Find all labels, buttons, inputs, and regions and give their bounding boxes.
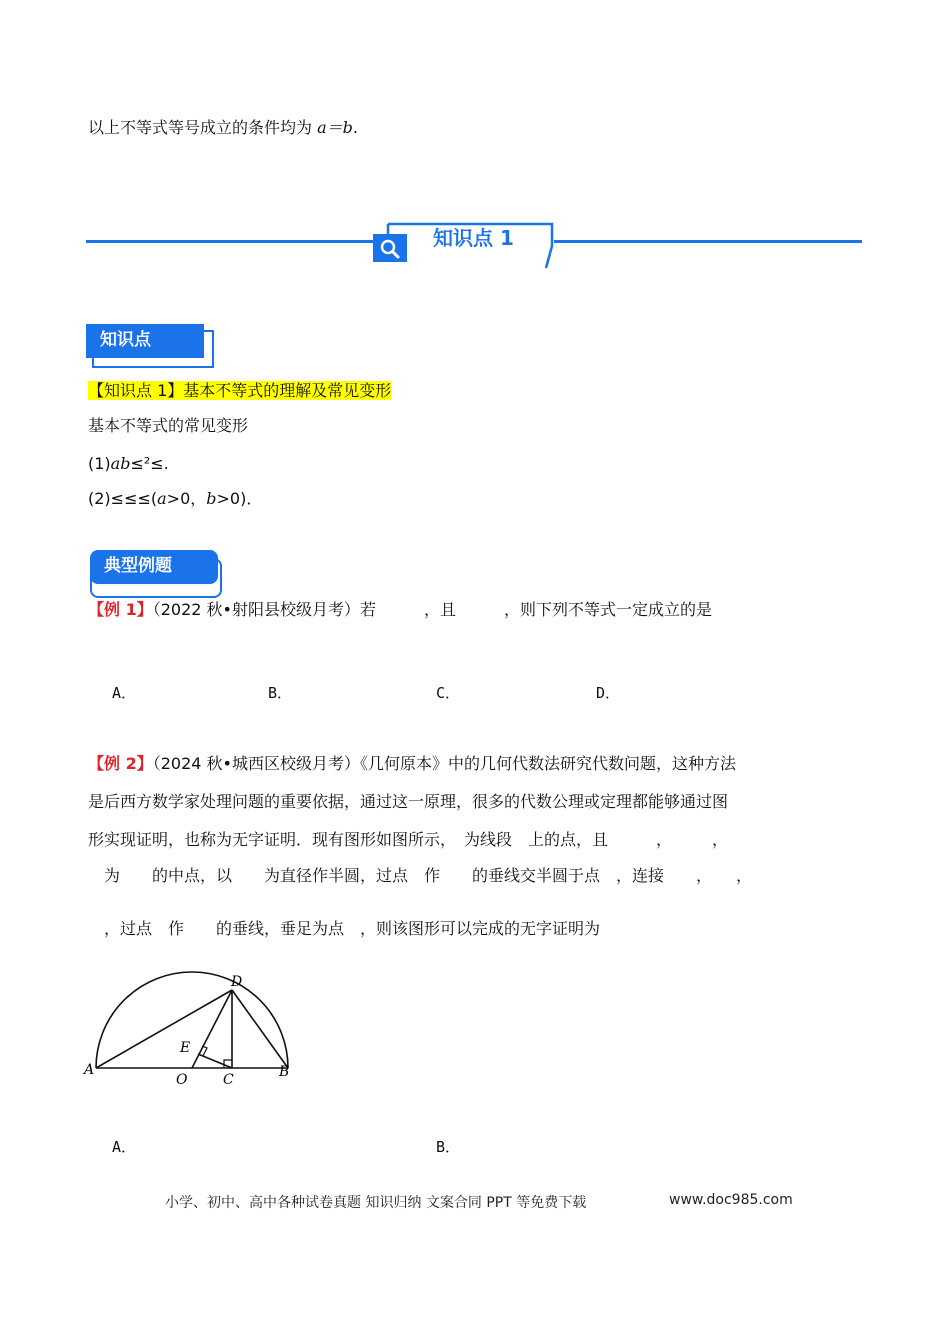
point1-formula-1 — [88, 452, 169, 476]
formula-2-a: a — [157, 489, 167, 508]
tag-examples: 典型例题 — [90, 550, 218, 584]
example1-option-a: A． — [112, 684, 137, 702]
formula-1-prefix: (1) — [88, 454, 111, 473]
point1-heading — [88, 379, 391, 403]
tag-knowledge: 知识点 — [86, 324, 204, 358]
banner-line-left — [86, 240, 374, 243]
example1-text: （2022 秋•射阳县校级月考）若 ，且 ，则下列不等式一定成立的是 — [152, 600, 712, 619]
footer-text: 小学、初中、高中各种试卷真题 知识归纳 文案合同 PPT 等免费下载 — [165, 1195, 587, 1211]
banner-line-right — [554, 240, 862, 243]
label-o: O — [176, 1072, 188, 1088]
label-b: B — [279, 1064, 290, 1080]
example1-label: 【例 1】 — [88, 600, 153, 619]
example2-option-a: A． — [112, 1138, 137, 1156]
banner-title: 知识点 1 — [433, 226, 514, 250]
intro-period: . — [352, 118, 358, 137]
formula-2-b: b — [206, 489, 217, 508]
footer-url[interactable]: www.doc985.com — [669, 1192, 793, 1208]
example1-option-b: B． — [268, 684, 293, 702]
formula-1-var: ab — [110, 454, 131, 473]
example2-option-b: B． — [436, 1138, 461, 1156]
label-d: D — [231, 974, 243, 990]
example2-line-1 — [88, 752, 736, 776]
example2-line-5: ，过点 作 的垂线，垂足为点 ，则该图形可以完成的无字证明为 — [88, 919, 601, 938]
intro-equation: a＝b — [317, 118, 353, 137]
example2-line-3: 形实现证明，也称为无字证明．现有图形如图所示， 为线段 上的点，且 ， ， — [88, 830, 729, 849]
intro-line — [88, 116, 358, 140]
label-a: A — [84, 1062, 95, 1078]
formula-1-rest: ≤²≤. — [130, 454, 169, 473]
example2-label: 【例 2】 — [88, 754, 153, 773]
search-icon — [373, 234, 407, 262]
label-c: C — [223, 1072, 234, 1088]
example1-option-d: D． — [596, 684, 621, 702]
example2-line-4: 为 的中点，以 为直径作半圆，过点 作 的垂线交半圆于点 ，连接 ， ， — [88, 866, 753, 885]
formula-2-prefix: (2)≤≤≤( — [88, 489, 158, 508]
semicircle-figure — [80, 966, 310, 1090]
formula-2-end: >0)． — [216, 489, 263, 508]
formula-2-mid: >0， — [166, 489, 207, 508]
point1-subtitle: 基本不等式的常见变形 — [88, 416, 249, 435]
example1-option-c: C． — [436, 684, 461, 702]
intro-text: 以上不等式等号成立的条件均为 — [88, 118, 313, 137]
point1-formula-2 — [88, 487, 262, 511]
point1-heading-text: 【知识点 1】基本不等式的理解及常见变形 — [88, 381, 392, 400]
example1-question — [88, 598, 712, 622]
example2-line-1-text: （2024 秋•城西区校级月考）《几何原本》中的几何代数法研究代数问题，这种方法 — [152, 754, 736, 773]
label-e: E — [180, 1040, 191, 1056]
example2-line-2: 是后西方数学家处理问题的重要依据，通过这一原理，很多的代数公理或定理都能够通过图 — [88, 792, 729, 811]
